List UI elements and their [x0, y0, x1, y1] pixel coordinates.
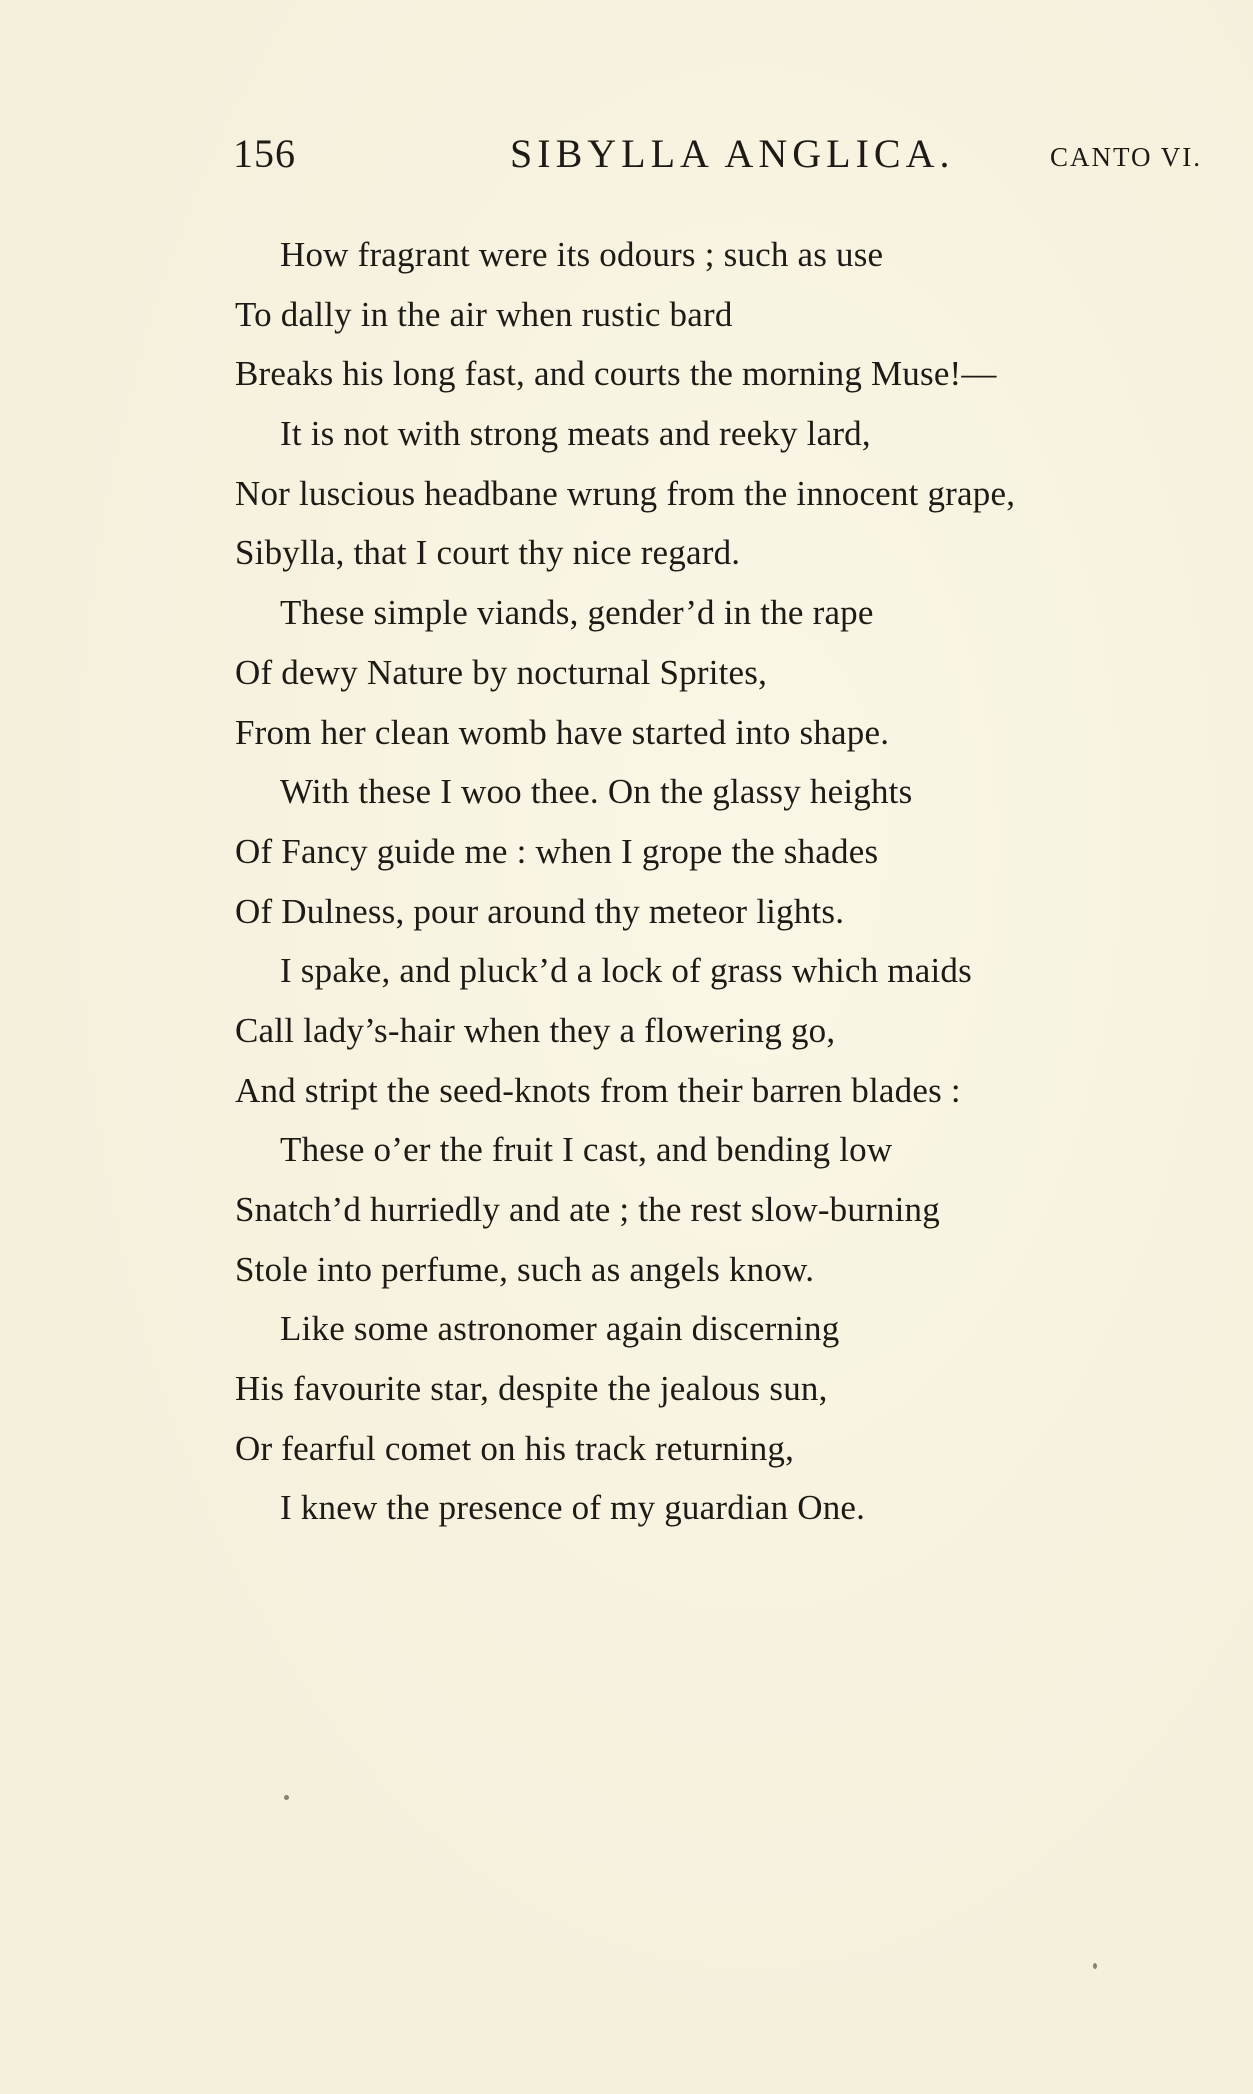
poem-line: Call lady’s-hair when they a flowering go, — [235, 1010, 836, 1050]
poem-line: These simple viands, gender’d in the rape — [280, 593, 874, 633]
poem-line: These o’er the fruit I cast, and bending low — [280, 1130, 893, 1170]
poem-line: Of Fancy guide me : when I grope the shades — [235, 831, 879, 871]
book-title: SIBYLLA ANGLICA. — [510, 131, 955, 176]
poem-line: Snatch’d hurriedly and ate ; the rest slow-burning — [235, 1190, 940, 1229]
poem-line: And stript the seed-knots from their barren blades : — [235, 1070, 961, 1110]
poem-line: Breaks his long fast, and courts the morning Muse!— — [235, 354, 997, 394]
poem-line: Or fearful comet on his track returning, — [235, 1428, 795, 1468]
paper-speck — [1093, 1963, 1097, 1969]
canto-label: CANTO VI. — [1050, 142, 1203, 172]
paper-speck — [284, 1795, 289, 1800]
poem-line: Like some astronomer again discerning — [280, 1309, 840, 1349]
poem-line: From her clean womb have started into shape. — [235, 712, 890, 752]
poem-line: I spake, and pluck’d a lock of grass which maids — [280, 951, 972, 991]
poem-line: How fragrant were its odours ; such as use — [280, 235, 884, 274]
page-number: 156 — [233, 131, 296, 176]
poem-line: To dally in the air when rustic bard — [235, 294, 733, 334]
poem-line: With these I woo thee. On the glassy heights — [280, 772, 913, 812]
poem-text — [235, 225, 1245, 1538]
poem-line: Of Dulness, pour around thy meteor lights. — [235, 891, 845, 931]
poem-line: Sibylla, that I court thy nice regard. — [235, 533, 741, 573]
poem-line: It is not with strong meats and reeky lard, — [280, 414, 871, 454]
poem-line: I knew the presence of my guardian One. — [280, 1488, 866, 1528]
poem-line: Nor luscious headbane wrung from the innocent grape, — [235, 473, 1016, 513]
poem-line: His favourite star, despite the jealous sun, — [235, 1369, 828, 1409]
poem-line: Of dewy Nature by nocturnal Sprites, — [235, 652, 768, 692]
running-head — [0, 130, 1253, 190]
poem-line: Stole into perfume, such as angels know. — [235, 1249, 815, 1289]
